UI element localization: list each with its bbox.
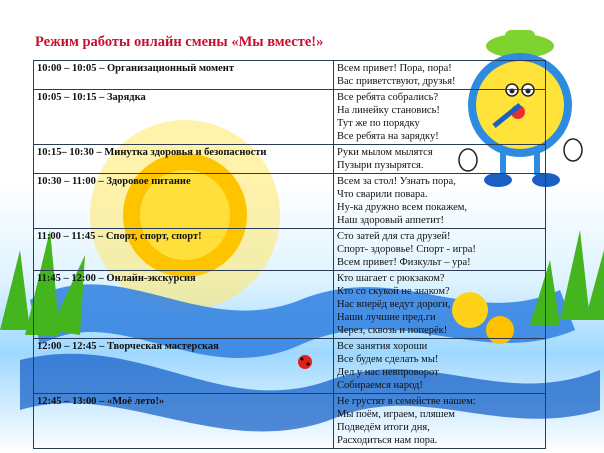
- verse-line: Всем привет! Пора, пора!: [337, 63, 452, 74]
- verse-cell: [334, 174, 546, 229]
- verse-cell: [334, 394, 546, 449]
- activity-cell: 12:00 – 12:45 – Творческая мастерская: [34, 339, 334, 394]
- verse-line: Спорт- здоровье! Спорт - игра!: [337, 244, 476, 255]
- verse-line: Не грустят в семействе нашем:: [337, 396, 476, 407]
- table-row: [34, 271, 546, 339]
- verse-line: Наш здоровый аппетит!: [337, 215, 444, 226]
- table-row: [34, 61, 546, 90]
- activity-cell: 12:45 – 13:00 – «Моё лето!»: [34, 394, 334, 449]
- activity-cell: 11:00 – 11:45 – Спорт, спорт, спорт!: [34, 229, 334, 271]
- activity-cell: 10:00 – 10:05 – Организационный момент: [34, 61, 334, 90]
- verse-line: Сто затей для ста друзей!: [337, 231, 451, 242]
- verse-line: Руки мылом мылятся: [337, 147, 433, 158]
- verse-line: Всем привет! Физкульт – ура!: [337, 257, 471, 268]
- verse-line: Расходиться нам пора.: [337, 435, 438, 446]
- verse-line: Мы поём, играем, пляшем: [337, 409, 455, 420]
- activity-cell: 10:05 – 10:15 – Зарядка: [34, 90, 334, 145]
- table-row: [34, 229, 546, 271]
- verse-cell: [334, 145, 546, 174]
- verse-line: Тут же по порядку: [337, 118, 420, 129]
- table-row: [34, 394, 546, 449]
- verse-line: Все занятия хороши: [337, 341, 428, 352]
- verse-line: Что сварили повара.: [337, 189, 428, 200]
- verse-line: Все будем сделать мы!: [337, 354, 439, 365]
- verse-line: Ну-ка дружно всем покажем,: [337, 202, 468, 213]
- verse-line: На линейку становись!: [337, 105, 440, 116]
- activity-cell: 10:30 – 11:00 – Здоровое питание: [34, 174, 334, 229]
- page-title: Режим работы онлайн смены «Мы вместе!»: [35, 34, 324, 50]
- activity-cell: 10:15– 10:30 – Минутка здоровья и безопасности: [34, 145, 334, 174]
- verse-line: Все ребята собрались?: [337, 92, 439, 103]
- verse-line: Наши лучшие пред.ги: [337, 312, 436, 323]
- verse-line: Кто со скукой не знаком?: [337, 286, 450, 297]
- verse-line: Дел у нас невпроворот: [337, 367, 439, 378]
- verse-cell: [334, 229, 546, 271]
- activity-cell: 11:45 – 12:00 – Онлайн-экскурсия: [34, 271, 334, 339]
- verse-cell: [334, 271, 546, 339]
- verse-line: Пузыри пузырятся.: [337, 160, 424, 171]
- verse-cell: [334, 90, 546, 145]
- verse-cell: [334, 339, 546, 394]
- verse-cell: [334, 61, 546, 90]
- verse-line: Подведём итоги дня,: [337, 422, 430, 433]
- verse-line: Все ребята на зарядку!: [337, 131, 439, 142]
- table-row: [34, 339, 546, 394]
- table-row: [34, 90, 546, 145]
- verse-line: Нас вперёд ведут дороги,: [337, 299, 451, 310]
- verse-line: Собираемся народ!: [337, 380, 423, 391]
- table-row: [34, 145, 546, 174]
- verse-line: Через, сквозь и поперёк!: [337, 325, 448, 336]
- table-row: [34, 174, 546, 229]
- verse-line: Вас приветствуют, друзья!: [337, 76, 456, 87]
- verse-line: Кто шагает с рюкзаком?: [337, 273, 445, 284]
- schedule-table: [33, 60, 546, 449]
- verse-line: Всем за стол! Узнать пора,: [337, 176, 456, 187]
